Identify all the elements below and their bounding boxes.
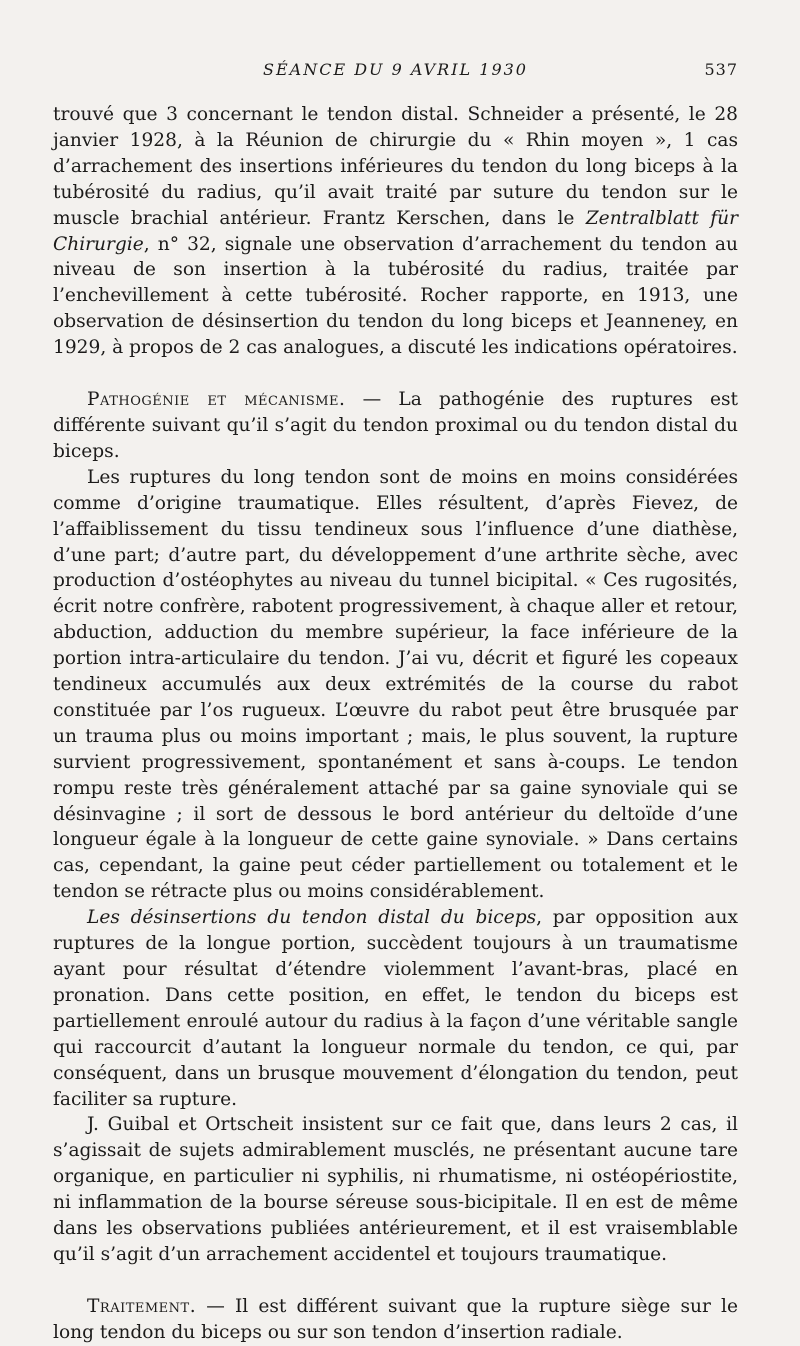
paragraph-continuation: trouvé que 3 concernant le tendon distal. Schneider a présenté, le 28 janvier 1928, à la Réunion de chirurgie du « Rhin moyen », 1 cas d’arrachement des insertions inférieures du tendon du long biceps à la tubérosité du radius, qu’il avait traité par suture du tendon sur le muscle brachial antérieur. Frantz Kerschen, dans le Zentralblatt für Chirurgie, n° 32, signale une observation d’arrachement du tendon au niveau de son insertion à la tubérosité du radius, traitée par l’enchevillement à cette tubérosité. Rocher rapporte, en 1913, une observation de désinsertion du tendon du long biceps et Jeanneney, en 1929, à propos de 2 cas analogues, a discuté les indications opératoires. (53, 104, 738, 359)
journal-title: Zentralblatt für Chirurgie (53, 207, 738, 255)
paragraph-ruptures: Les ruptures du long tendon sont de moins en moins considérées comme d’origine traumatique. Elles résultent, d’après Fievez, de l’affaiblissement du tissu tendineux sous l’influence d’une diathèse, d’une part; d’autre part, du développement d’une arthrite sèche, avec production d’ostéophytes au niveau du tunnel bicipital. « Ces rugosités, écrit notre confrère, rabotent progressivement, à chaque aller et retour, abduction, adduction du membre supérieur, la face inférieure de la portion intra-articulaire du tendon. J’ai vu, décrit et figuré les copeaux tendineux accumulés aux deux extrémités de la course du rabot constituée par l’os rugueux. L’œuvre du rabot peut être brusquée par un trauma plus ou moins important ; mais, le plus souvent, la rupture survient progressivement, spontanément et sans à-coups. Le tendon rompu reste très généralement attaché par sa gaine synoviale qui se désinvagine ; il sort de dessous le bord antérieur du deltoïde d’une longueur égale à la longueur de cette gaine synoviale. » Dans certains cas, cependant, la gaine peut céder partiellement ou totalement et le tendon se rétracte plus ou moins considérablement. (53, 466, 738, 903)
paragraph-traitement: Traitement. — Il est différent suivant que la rupture siège sur le long tendon du biceps ou sur son tendon d’insertion radiale. (53, 1295, 738, 1343)
paragraph-desinsertions: Les désinsertions du tendon distal du biceps, par opposition aux ruptures de la longue portion, succèdent toujours à un traumatisme ayant pour résultat d’étendre violemment l’avant-bras, placé en pronation. Dans cette position, en effet, le tendon du biceps est partiellement enroulé autour du radius à la façon d’une véritable sangle qui raccourcit d’autant la longueur normale du tendon, ce qui, par conséquent, dans un brusque mouvement d’élongation du tendon, peut faciliter sa rupture. (53, 907, 738, 1110)
running-title: SÉANCE DU 9 AVRIL 1930 (263, 60, 528, 79)
section-heading-pathogenie: Pathogénie et mécanisme. (87, 389, 346, 411)
paragraph-pathogenie: Pathogénie et mécanisme. — La pathogénie des ruptures est différente suivant qu’il s’agit du tendon proximal ou du tendon distal du biceps. (53, 389, 738, 462)
body-text (53, 102, 738, 1346)
page-number: 537 (704, 60, 738, 79)
paragraph-guibal: J. Guibal et Ortscheit insistent sur ce fait que, dans leurs 2 cas, il s’agissait de sujets admirablement musclés, ne présentant aucune tare organique, en particulier ni syphilis, ni rhumatisme, ni ostéopériostite, ni inflammation de la bourse séreuse sous-bicipitale. Il en est de même dans les observations publiées antérieurement, et il est vraisemblable qu’il s’agit d’un arrachement accidentel et toujours traumatique. (53, 1114, 738, 1265)
running-header (53, 60, 738, 84)
italic-lead: Les désinsertions du tendon distal du biceps (87, 907, 537, 929)
section-heading-traitement: Traitement. (87, 1295, 197, 1317)
